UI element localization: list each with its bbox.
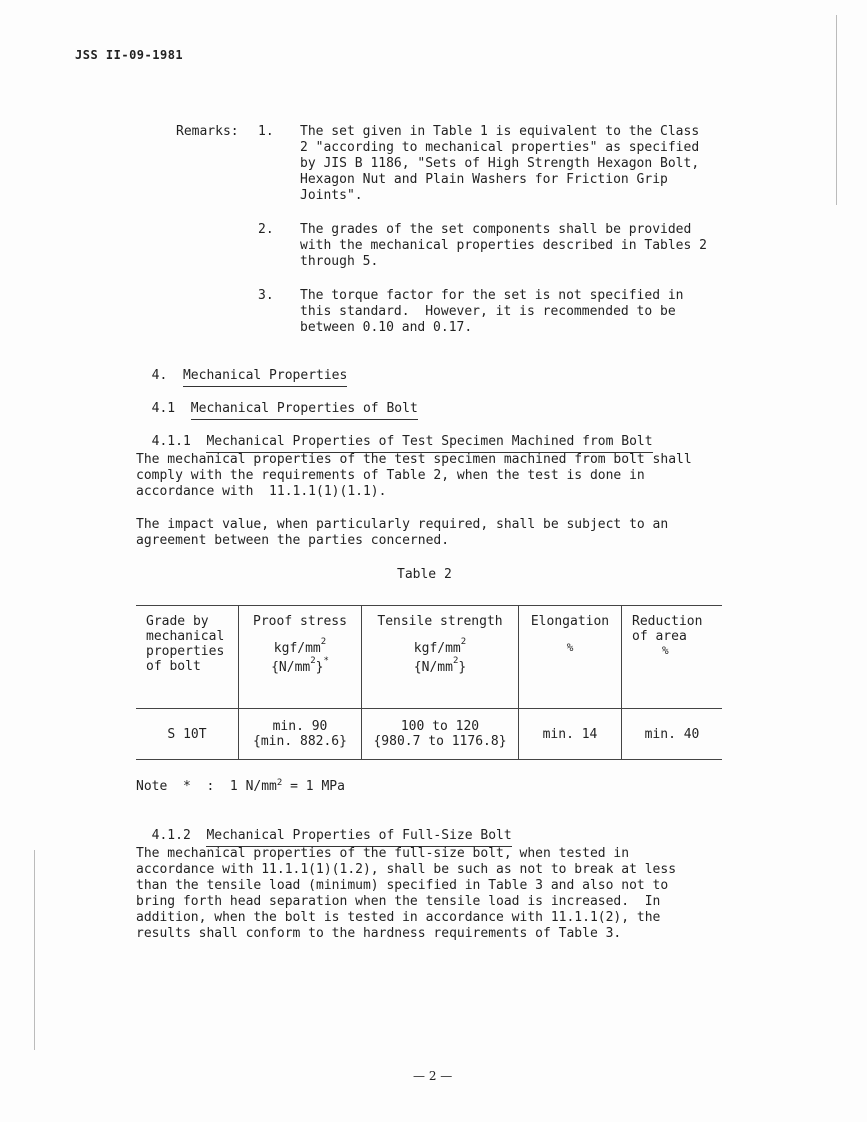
table-caption: Table 2	[397, 567, 452, 582]
header-elongation: Elongation %	[519, 606, 622, 709]
table-2	[136, 605, 722, 760]
table-note: Note * : 1 $N/mm^2 = 1$ MPa	[136, 778, 345, 794]
remark-text: The torque factor for the set is not specified in this standard. However, it is recommended to be between 0.10 and 0.17.	[300, 288, 684, 335]
paragraph-impact: The impact value, when particularly required, shall be subject to an agreement between the parties concerned.	[136, 517, 669, 548]
remark-number: 1.	[258, 124, 274, 139]
cell-grade: S 10T	[136, 709, 239, 760]
paragraph-full-size-bolt: The mechanical properties of the full-size bolt, when tested in accordance with 11.1.1(1)(1.2), shall be such as not to break at less than the tensile load (minimum) specified in Table 3 and also not to bring forth head separation when the tensile load is increased. In addition, when the bolt is tested in accordance with 11.1.1(2), the results shall conform to the hardness requirements of Table 3.	[136, 846, 677, 941]
table-header-row	[136, 606, 722, 709]
section-4-heading: 4. Mechanical Properties	[136, 353, 347, 383]
header-reduction-of-area: Reduction of area %	[622, 606, 723, 709]
section-4-1-2-heading: 4.1.2 Mechanical Properties of Full-Size Bolt	[136, 813, 512, 843]
section-4-1-heading: 4.1 Mechanical Properties of Bolt	[136, 386, 418, 416]
remark-text: The grades of the set components shall be provided with the mechanical properties described in Tables 2 through 5.	[300, 222, 707, 269]
page-number: — 2 —	[413, 1069, 453, 1083]
header-tensile-strength: Tensile strength kgf/$mm^2$ $\{N/mm^2\}$	[362, 606, 519, 709]
cell-tensile-strength: 100 to 120 {980.7 to 1176.8}	[362, 709, 519, 760]
scan-edge-line	[34, 850, 35, 1050]
remark-number: 3.	[258, 288, 274, 303]
table-row	[136, 709, 722, 760]
remark-text: The set given in Table 1 is equivalent to the Class 2 "according to mechanical properties" as specified by JIS B 1186, "Sets of High Strength Hexagon Bolt, Hexagon Nut and Plain Washers for Friction Grip Joints".	[300, 124, 700, 203]
document-id: JSS II-09-1981	[75, 48, 184, 62]
remarks-label: Remarks:	[176, 124, 239, 139]
cell-proof-stress: min. 90 {min. 882.6}	[239, 709, 362, 760]
paragraph-specimen: The mechanical properties of the test specimen machined from bolt shall comply with the requirements of Table 2, when the test is done in accordance with 11.1.1(1)(1.1).	[136, 452, 692, 499]
scan-edge-line	[836, 15, 837, 205]
header-grade: Grade by mechanical properties of bolt	[136, 606, 239, 709]
cell-reduction: min. 40	[622, 709, 723, 760]
header-proof-stress: Proof stress kgf/$mm^2$ $\{N/mm^2\}^*$	[239, 606, 362, 709]
section-4-1-1-heading: 4.1.1 Mechanical Properties of Test Specimen Machined from Bolt	[136, 419, 653, 449]
cell-elongation: min. 14	[519, 709, 622, 760]
remark-number: 2.	[258, 222, 274, 237]
